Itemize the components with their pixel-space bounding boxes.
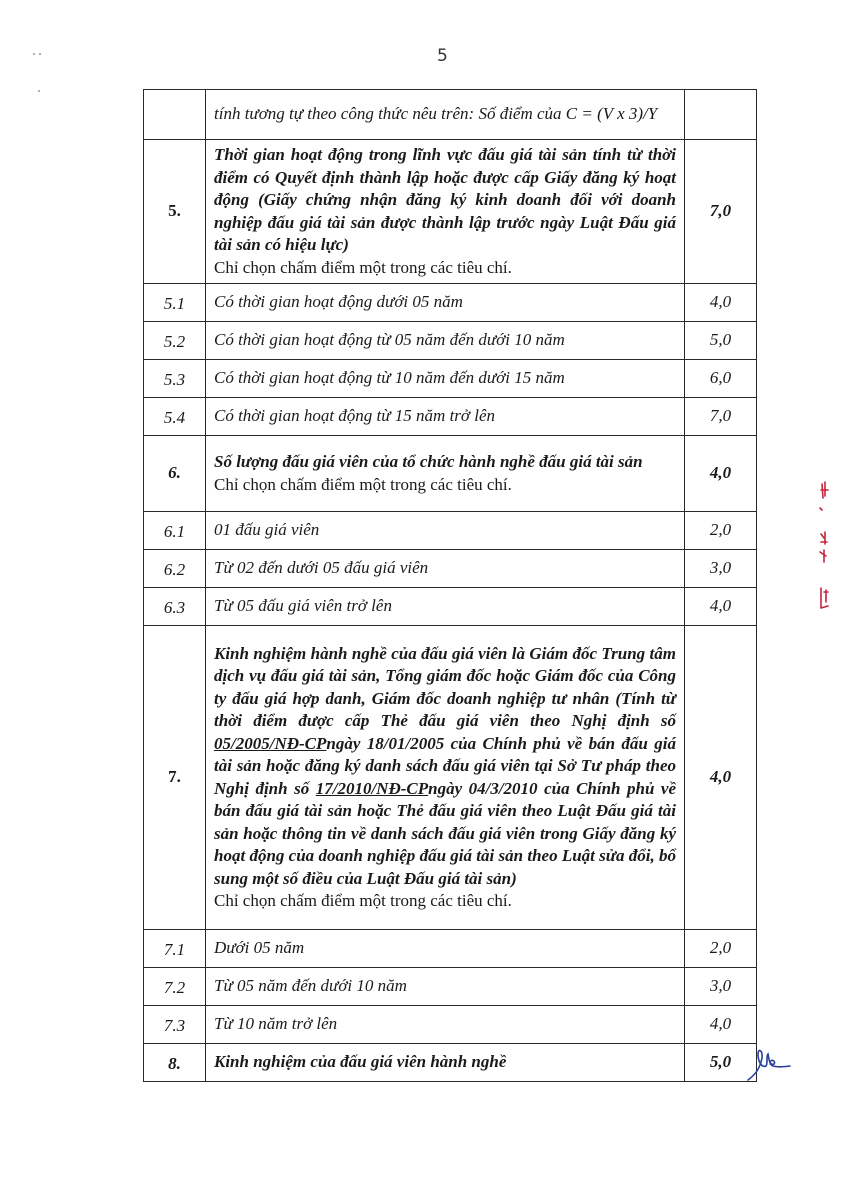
criterion-note: Chỉ chọn chấm điểm một trong các tiêu chí. xyxy=(214,257,512,277)
row-description xyxy=(206,436,685,512)
stamp-stroke xyxy=(820,550,826,562)
row-score: 4,0 xyxy=(685,588,757,626)
criterion-heading: Kinh nghiệm của đấu giá viên hành nghề xyxy=(214,1052,507,1072)
criterion-heading: Số lượng đấu giá viên của tổ chức hành nghề đấu giá tài sản xyxy=(214,452,643,471)
table-row-sub xyxy=(144,398,757,436)
table-row-sub xyxy=(144,284,757,322)
row-number xyxy=(144,90,206,140)
row-description xyxy=(206,626,685,930)
criterion-note: Chỉ chọn chấm điểm một trong các tiêu chí. xyxy=(214,474,512,494)
table-row-sub xyxy=(144,1006,757,1044)
row-number: 6. xyxy=(144,436,206,512)
row-number: 5.4 xyxy=(144,398,206,436)
row-score: 3,0 xyxy=(685,968,757,1006)
table-row-sub xyxy=(144,930,757,968)
row-number: 7. xyxy=(144,626,206,930)
stamp-stroke xyxy=(821,588,828,608)
page-number: 5 xyxy=(437,46,448,66)
criterion-note: Chỉ chọn chấm điểm một trong các tiêu chí. xyxy=(214,891,512,910)
criterion-heading: Thời gian hoạt động trong lĩnh vực đấu giá tài sản tính từ thời điểm có Quyết định thành lập hoặc được cấp Giấy đăng ký hoạt động (Giấy chứng nhận đăng ký kinh doanh đối với doanh nghiệp đấu giá tài sản được thành lập trước ngày Luật Đấu giá tài sản có hiệu lực) xyxy=(214,145,676,254)
row-score: 7,0 xyxy=(685,398,757,436)
stamp-stroke xyxy=(820,508,822,510)
row-score: 4,0 xyxy=(685,284,757,322)
row-number: 8. xyxy=(144,1044,206,1082)
heading-text: ngày 18/01/2005 của Chính phủ về bán đấu giá tài sản hoặc đăng ký danh sách đấu giá viên tại Sở Tư pháp theo Nghị định số xyxy=(214,733,676,798)
row-description: Có thời gian hoạt động từ 10 năm đến dưới 15 năm xyxy=(206,360,685,398)
signature-stroke xyxy=(748,1051,790,1080)
decree-link-05-2005[interactable]: 05/2005/NĐ-CP xyxy=(214,733,327,753)
row-score: 5,0 xyxy=(685,1044,757,1082)
heading-text: Kinh nghiệm hành nghề của đấu giá viên là Giám đốc Trung tâm dịch vụ đấu giá tài sản, Tổng giám đốc hoặc Giám đốc của Công ty đấu giá hợp danh, Giám đốc doanh nghiệp tư nhân (Tính từ thời điểm được cấp Thẻ đấu giá viên theo Nghị định số xyxy=(214,643,676,730)
row-description: Từ 05 đấu giá viên trở lên xyxy=(206,588,685,626)
table-row-sub xyxy=(144,512,757,550)
row-description: Dưới 05 năm xyxy=(206,930,685,968)
row-description: Có thời gian hoạt động dưới 05 năm xyxy=(206,284,685,322)
scan-speck xyxy=(38,90,40,92)
row-description: Từ 10 năm trở lên xyxy=(206,1006,685,1044)
row-score: 2,0 xyxy=(685,512,757,550)
row-number: 6.1 xyxy=(144,512,206,550)
row-number: 7.2 xyxy=(144,968,206,1006)
row-description: Có thời gian hoạt động từ 15 năm trở lên xyxy=(206,398,685,436)
scan-speck xyxy=(39,53,41,55)
row-score: 2,0 xyxy=(685,930,757,968)
table-row-sub xyxy=(144,588,757,626)
scoring-criteria-table xyxy=(143,89,757,1082)
row-number: 6.3 xyxy=(144,588,206,626)
decree-link-17-2010[interactable]: 17/2010/NĐ-CP xyxy=(315,778,429,798)
row-score: 4,0 xyxy=(685,626,757,930)
table-row-sub xyxy=(144,360,757,398)
row-description: Có thời gian hoạt động từ 05 năm đến dưới 10 năm xyxy=(206,322,685,360)
table-row-criterion-5 xyxy=(144,140,757,284)
scan-speck xyxy=(33,53,35,55)
row-score xyxy=(685,90,757,140)
row-description xyxy=(206,1044,685,1082)
row-number: 6.2 xyxy=(144,550,206,588)
row-description: 01 đấu giá viên xyxy=(206,512,685,550)
row-number: 5. xyxy=(144,140,206,284)
row-description: tính tương tự theo công thức nêu trên: Số điểm của C = (V x 3)/Y xyxy=(206,90,685,140)
criterion-heading xyxy=(214,643,676,891)
row-description: Từ 02 đến dưới 05 đấu giá viên xyxy=(206,550,685,588)
row-number: 5.1 xyxy=(144,284,206,322)
row-score: 7,0 xyxy=(685,140,757,284)
table-row-criterion-6 xyxy=(144,436,757,512)
heading-text: ngày 04/3/2010 của Chính phủ về bán đấu giá tài sản hoặc Thẻ đấu giá viên theo Luật Đấu giá tài sản hoặc thông tin về danh sách đấu giá viên trong Giấy đăng ký hoạt động của doanh nghiệp đấu giá tài sản theo Luật sửa đổi, bổ sung một số điều của Luật Đấu giá tài sản) xyxy=(214,778,677,888)
table-row-criterion-8 xyxy=(144,1044,757,1082)
row-score: 4,0 xyxy=(685,436,757,512)
stamp-stroke xyxy=(821,532,827,544)
stamp-stroke xyxy=(822,484,823,498)
red-seal-fragment xyxy=(816,478,849,618)
table-row-sub xyxy=(144,550,757,588)
row-description: Từ 05 năm đến dưới 10 năm xyxy=(206,968,685,1006)
row-score: 3,0 xyxy=(685,550,757,588)
table-row-sub xyxy=(144,968,757,1006)
table-row-sub xyxy=(144,322,757,360)
row-number: 5.2 xyxy=(144,322,206,360)
row-score: 4,0 xyxy=(685,1006,757,1044)
signature-initials xyxy=(744,1044,794,1084)
row-number: 7.3 xyxy=(144,1006,206,1044)
row-number: 7.1 xyxy=(144,930,206,968)
row-score: 5,0 xyxy=(685,322,757,360)
row-number: 5.3 xyxy=(144,360,206,398)
row-score: 6,0 xyxy=(685,360,757,398)
table-row-continuation xyxy=(144,90,757,140)
row-description xyxy=(206,140,685,284)
table-row-criterion-7 xyxy=(144,626,757,930)
